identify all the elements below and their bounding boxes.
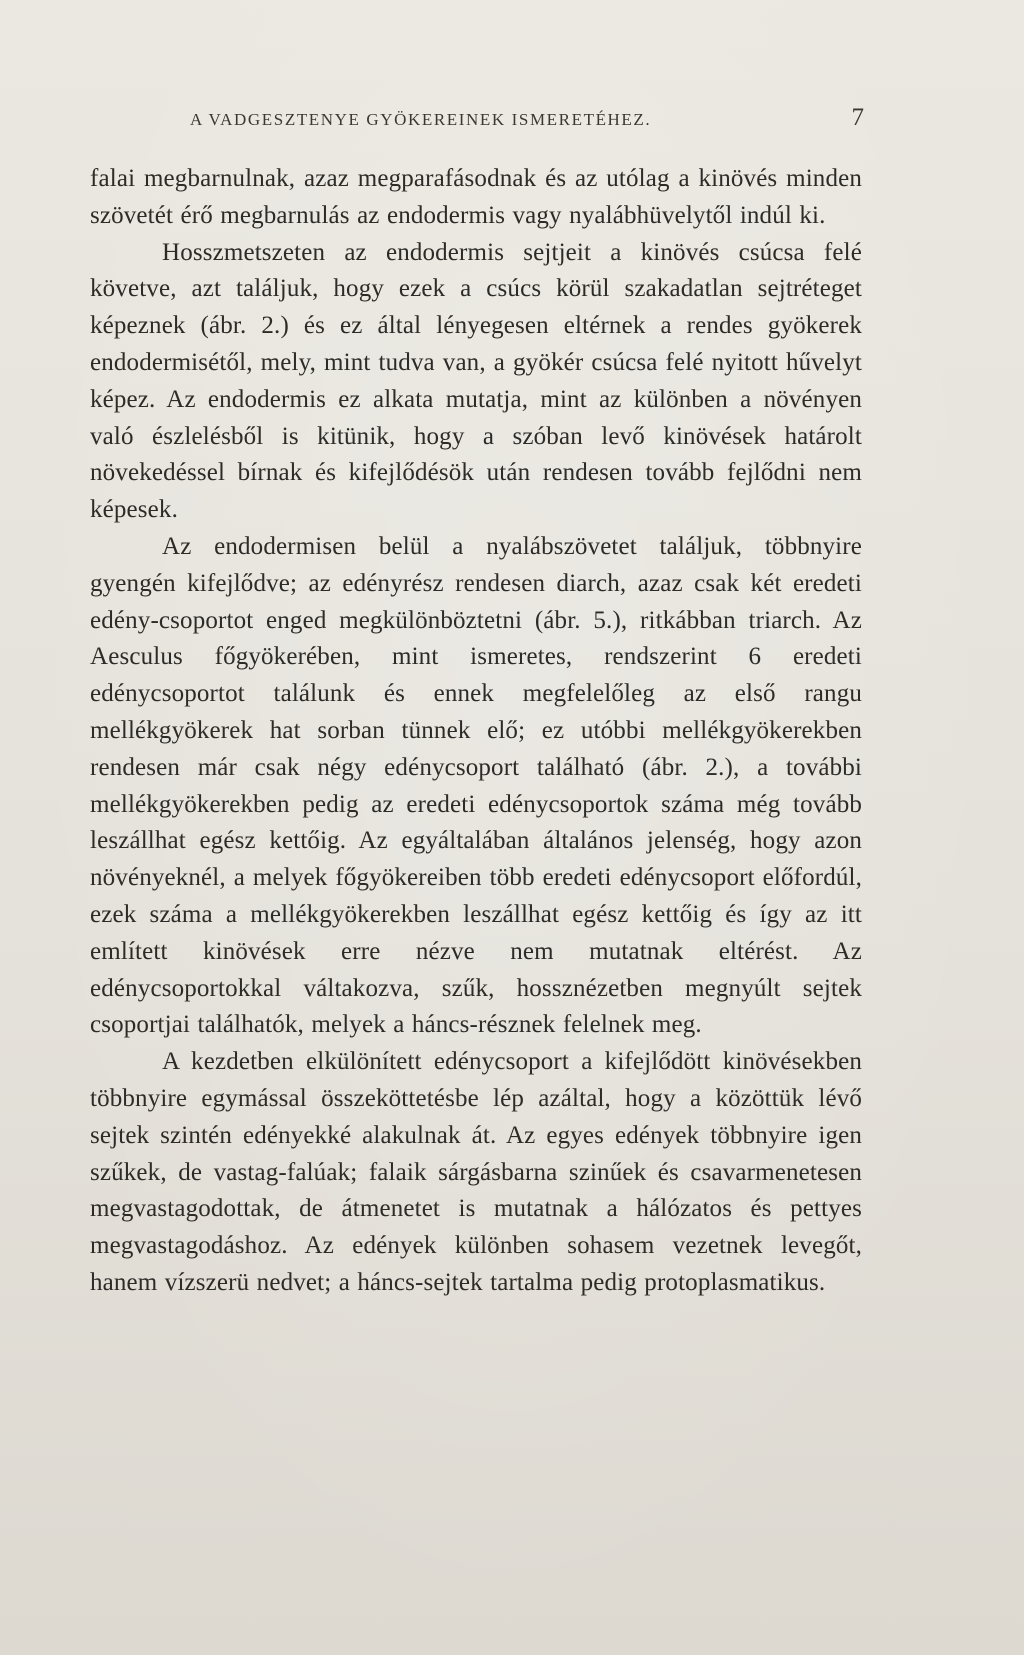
page-header (90, 104, 864, 134)
paragraph-endodermis-longitudinal-section: Hosszmetszeten az endodermis sejtjeit a kinövés csúcsa felé követve, azt találjuk, hogy ezek a csúcs körül szakadatlan sejtréteget képeznek (ábr. 2.) és ez által lényegesen eltérnek a rendes gyökerek endodermisétől, mely, mint tudva van, a gyökér csúcsa felé nyitott hűvelyt képez. Az endodermis ez alkata mutatja, mint az különben a növényen való észlelésből is kitünik, hogy a szóban levő kinövések határolt növekedéssel bírnak és kifejlődésök után rendesen tovább fejlődni nem képesek. (90, 238, 862, 524)
running-title: A VADGESZTENYE GYÖKEREINEK ISMERETÉHEZ. (190, 110, 652, 129)
page-number: 7 (851, 104, 864, 131)
paragraph-vascular-tissue: Az endodermisen belül a nyalábszövetet találjuk, többnyire gyengén kifejlődve; az edényrész rendesen diarch, azaz csak két eredeti edény-csoportot enged megkülönböztetni (ábr. 5.), ritkábban triarch. Az Aesculus főgyökerében, mint ismeretes, rendszerint 6 eredeti edénycsoportot találunk és ennek megfelelőleg az első rangu mellékgyökerek hat sorban tünnek elő; ez utóbbi mellékgyökerekben rendesen már csak négy edénycsoport található (ábr. 2.), a további mellékgyökerekben pedig az eredeti edénycsoportok száma még tovább leszállhat egész kettőig. Az egyáltalában általános jelenség, hogy azon növényeknél, a melyek főgyökereiben több eredeti edénycsoport előfordúl, ezek száma a mellékgyökerekben leszállhat egész kettőig és így az itt említett kinövések erre nézve nem mutatnak eltérést. Az edénycsoportokkal váltakozva, szűk, hossznézetben megnyúlt sejtek csoportjai találhatók, melyek a háncs-résznek felelnek meg. (90, 532, 862, 1039)
paragraph-continuation: falai megbarnulnak, azaz megparafásodnak és az utólag a kinövés minden szövetét érő megbarnulás az endodermis vagy nyalábhüvelytől indúl ki. (90, 165, 862, 229)
paragraph-vessel-groups: A kezdetben elkülönített edénycsoport a kifejlődött kinövésekben többnyire egymással összeköttetésbe lép azáltal, hogy a közöttük lévő sejtek szintén edényekké alakulnak át. Az egyes edények többnyire igen szűkek, de vastag-falúak; falaik sárgásbarna szinűek és csavarmenetesen megvastagodottak, de átmenetet is mutatnak a hálózatos és pettyes megvastagodáshoz. Az edények különben sohasem vezetnek levegőt, hanem vízszerü nedvet; a háncs-sejtek tartalma pedig protoplasmatikus. (90, 1048, 862, 1296)
body-text (90, 161, 862, 1302)
